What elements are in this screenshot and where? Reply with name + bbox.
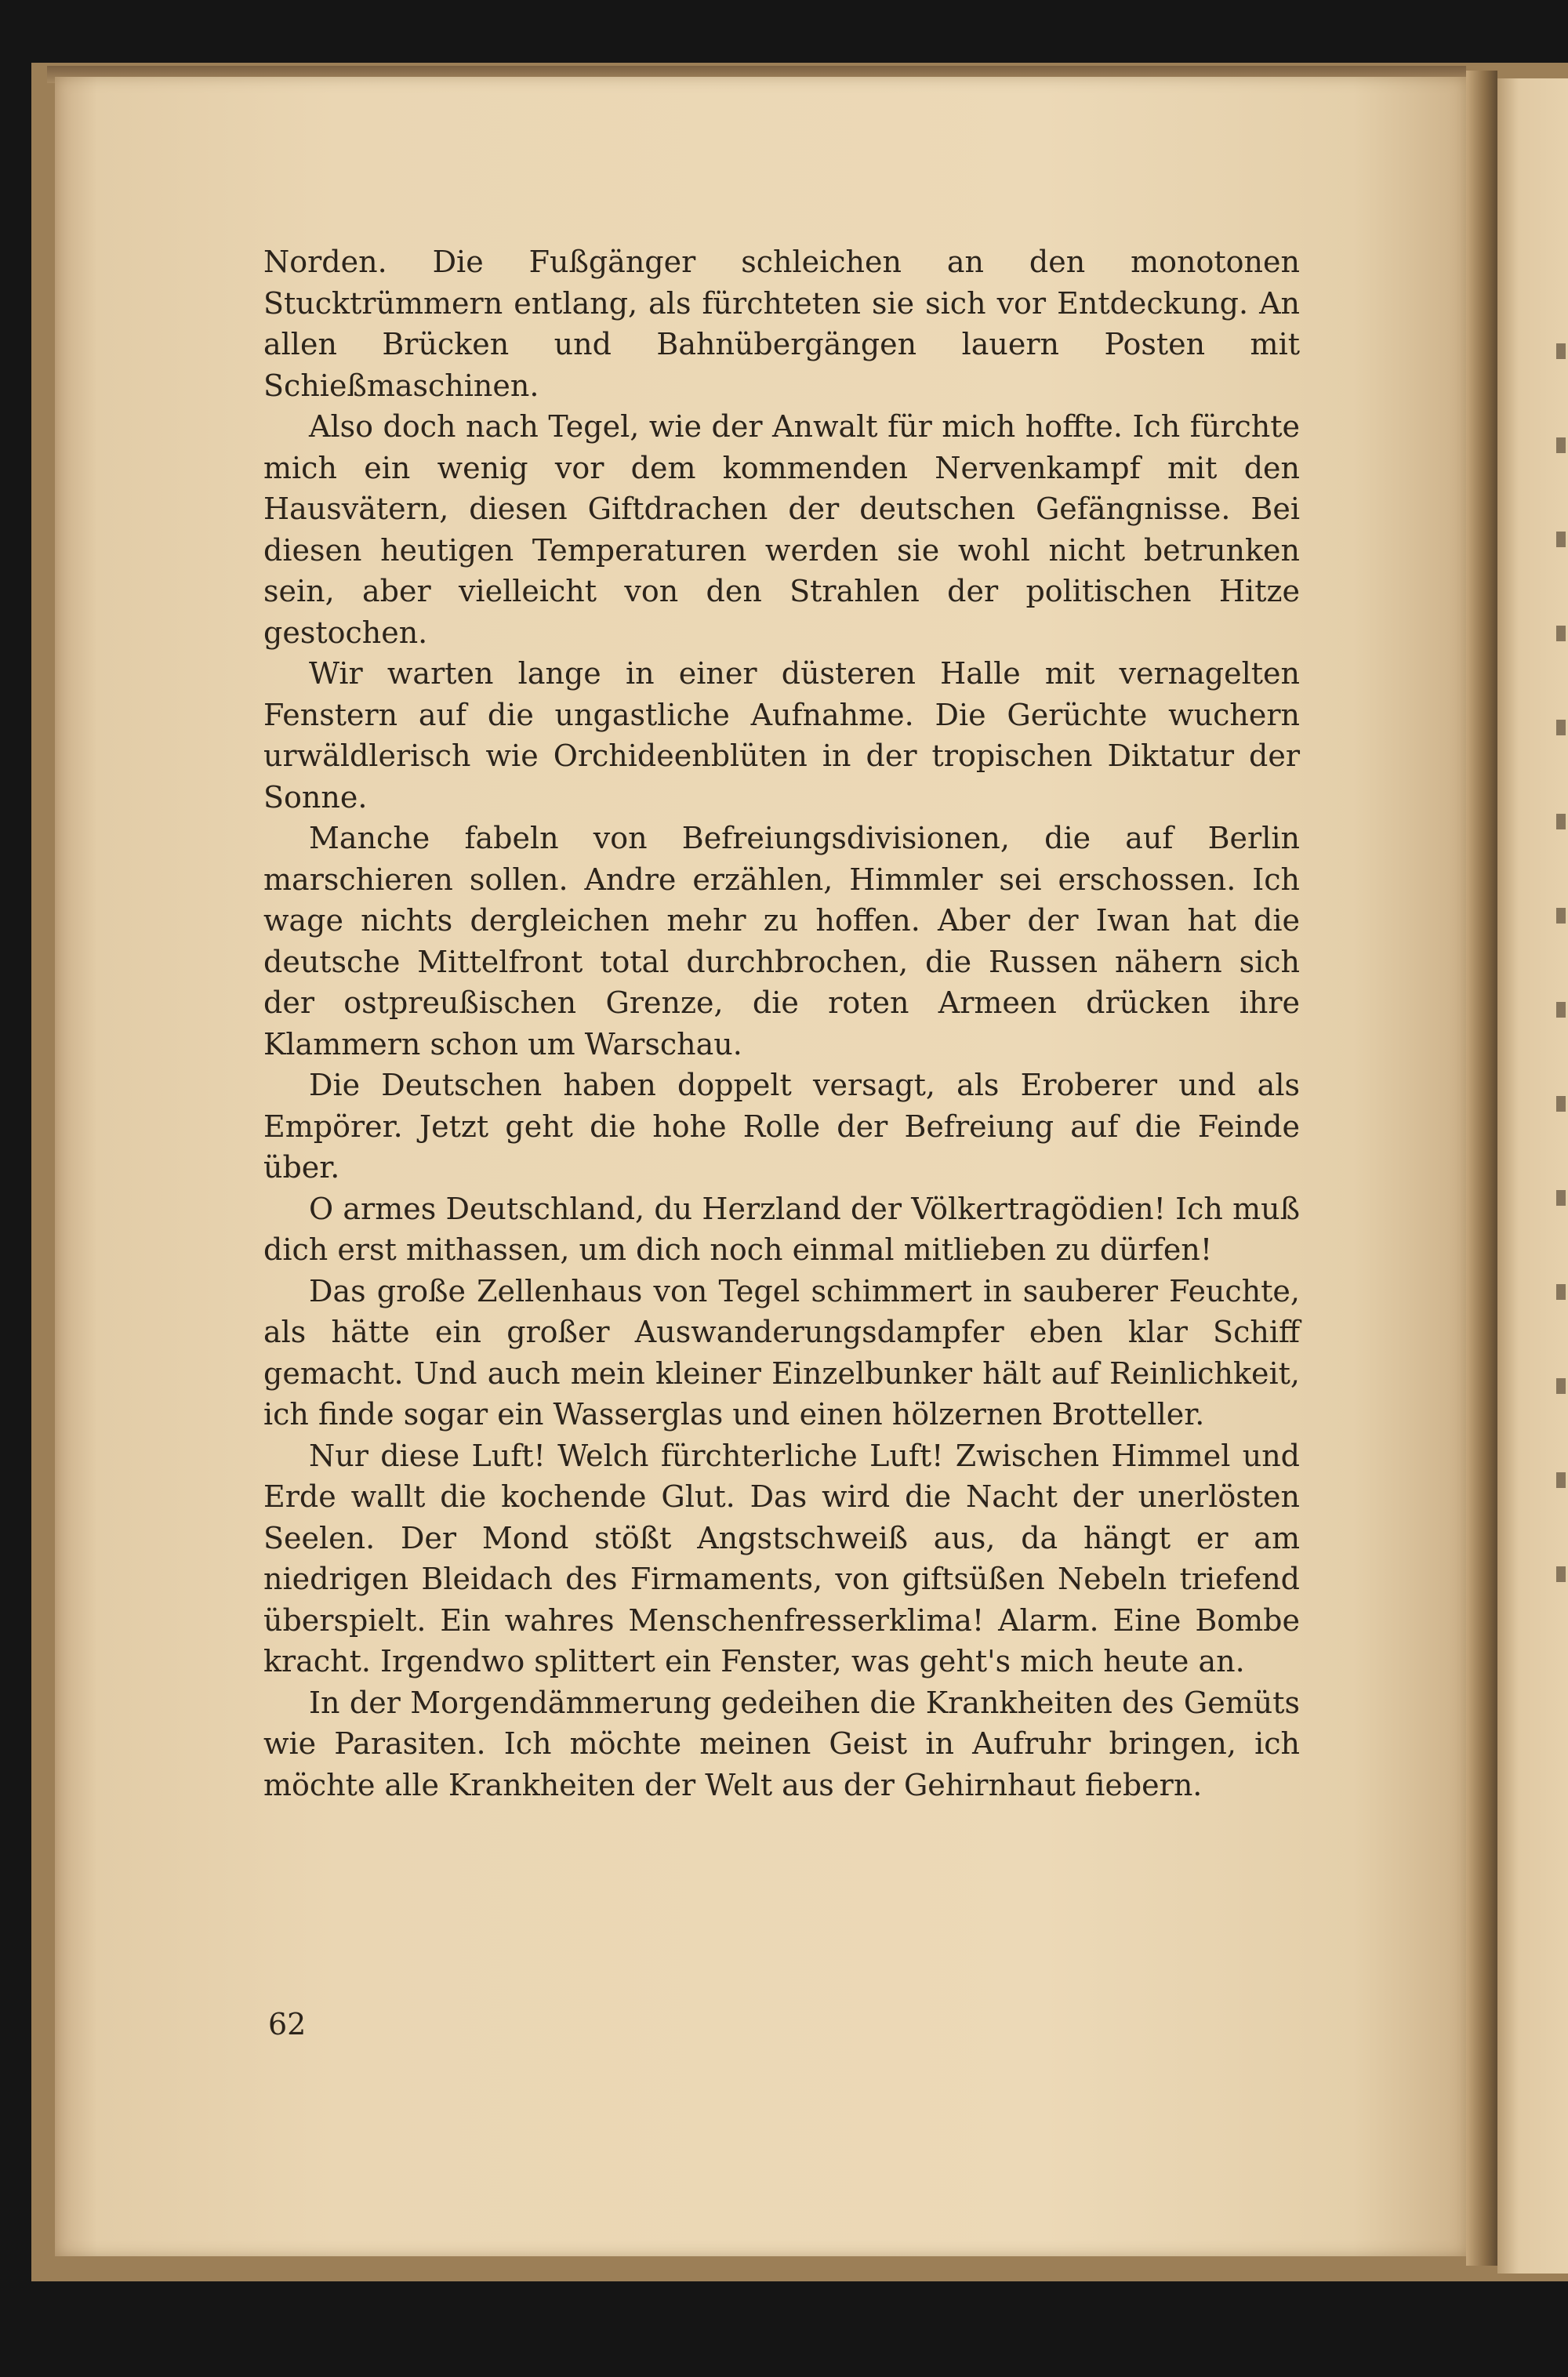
- page-body-text: [263, 241, 1300, 1805]
- paragraph-6: O armes Deutschland, du Herzland der Völkertragödien! Ich muß dich erst mithassen, um dich noch einmal mitlieben zu dürfen!: [263, 1191, 1300, 1267]
- paragraph-2: Also doch nach Tegel, wie der Anwalt für mich hoffte. Ich fürchte mich ein wenig vor dem kommenden Nervenkampf mit den Hausvätern, diesen Giftdrachen der deutschen Gefängnisse. Bei diesen heutigen Temperaturen werden sie wohl nicht betrunken sein, aber vielleicht von den Strahlen der politischen Hitze gestochen.: [263, 409, 1300, 650]
- facing-page-text-fragments: [1556, 298, 1566, 1631]
- paragraph-1: Norden. Die Fußgänger schleichen an den monotonen Stucktrümmern entlang, als fürchteten sie sich vor Entdeckung. An allen Brücken und Bahnübergängen lauern Posten mit Schießmaschinen.: [263, 245, 1300, 403]
- paragraph-4: Manche fabeln von Befreiungsdivisionen, die auf Berlin marschieren sollen. Andre erzählen, Himmler sei erschossen. Ich wage nichts dergleichen mehr zu hoffen. Aber der Iwan hat die deutsche Mittelfront total durchbrochen, die Russen nähern sich der ostpreußischen Grenze, die roten Armeen drücken ihre Klammern schon um Warschau.: [263, 821, 1300, 1061]
- paragraph-5: Die Deutschen haben doppelt versagt, als Eroberer und als Empörer. Jetzt geht die hohe Rolle der Befreiung auf die Feinde über.: [263, 1068, 1300, 1185]
- paragraph-9: In der Morgendämmerung gedeihen die Krankheiten des Gemüts wie Parasiten. Ich möchte meinen Geist in Aufruhr bringen, ich möchte alle Krankheiten der Welt aus der Gehirnhaut fiebern.: [263, 1685, 1300, 1802]
- paragraph-8: Nur diese Luft! Welch fürchterliche Luft! Zwischen Himmel und Erde wallt die kochende Glut. Das wird die Nacht der unerlösten Seelen. Der Mond stößt Angstschweiß aus, da hängt er am niedrigen Bleidach des Firmaments, von giftsüßen Nebeln triefend überspielt. Ein wahres Menschenfresserklima! Alarm. Eine Bombe kracht. Irgendwo splittert ein Fenster, was geht's mich heute an.: [263, 1438, 1300, 1678]
- paragraph-7: Das große Zellenhaus von Tegel schimmert in sauberer Feuchte, als hätte ein großer Auswanderungsdampfer eben klar Schiff gemacht. Und auch mein kleiner Einzelbunker hält auf Reinlichkeit, ich finde sogar ein Wasserglas und einen hölzernen Brotteller.: [263, 1273, 1300, 1432]
- book-gutter: [1466, 71, 1497, 2266]
- page-number: 62: [268, 2007, 307, 2041]
- paragraph-3: Wir warten lange in einer düsteren Halle mit vernagelten Fenstern auf die ungastliche Aufnahme. Die Gerüchte wuchern urwäldlerisch wie Orchideenblüten in der tropischen Diktatur der Sonne.: [263, 656, 1300, 815]
